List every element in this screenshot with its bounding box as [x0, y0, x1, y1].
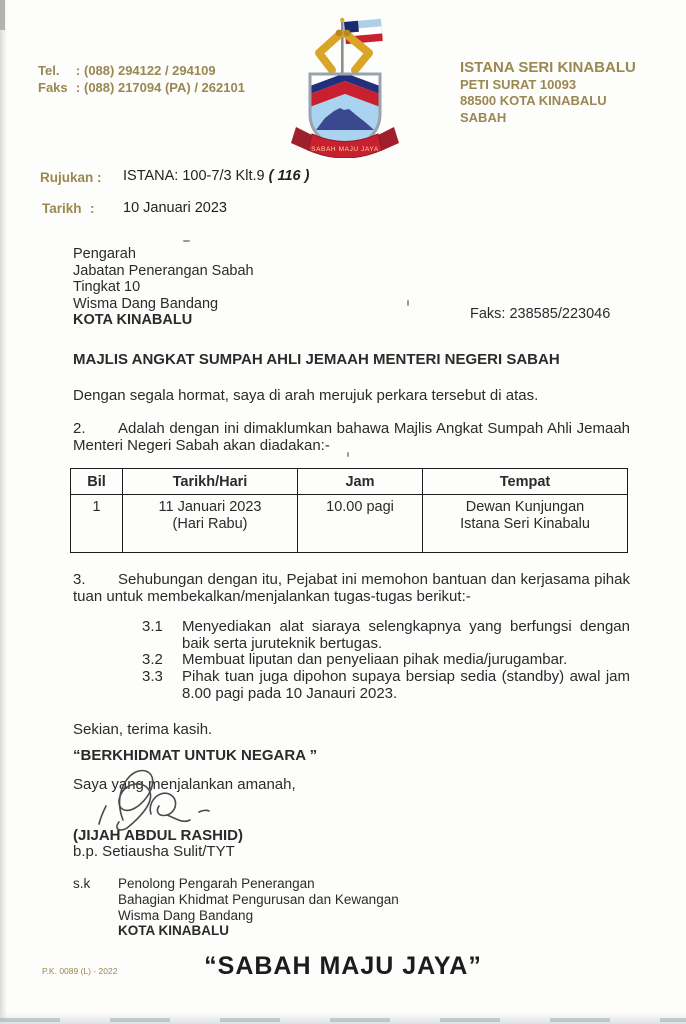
tarikh-value: 10 Januari 2023 [123, 200, 227, 216]
cc-city: KOTA KINABALU [118, 923, 229, 939]
org-block [460, 60, 636, 126]
recipient-line: Tingkat 10 [73, 279, 141, 296]
cc-label: s.k [73, 876, 91, 891]
scan-speck [183, 240, 190, 242]
tarikh-separator: : [90, 201, 95, 216]
cc-line: Penolong Pengarah Penerangan [118, 876, 315, 891]
paragraph-3-text: Sehubungan dengan itu, Pejabat ini memohon bantuan dan kerjasama pihak tuan untuk membekalkan/menjalankan tugas-tugas berikut:- [73, 571, 630, 606]
faks-row [38, 79, 245, 96]
subitem-3-2-text: Membuat liputan dan penyeliaan pihak media/jurugambar. [182, 651, 568, 668]
cc-line: Wisma Dang Bandang [118, 907, 254, 923]
cell-tarikh-line2: (Hari Rabu) [172, 516, 248, 532]
slogan-line: “BERKHIDMAT UNTUK NEGARA ” [73, 747, 318, 764]
org-address-line2: 88500 KOTA KINABALU [460, 93, 607, 108]
signatory-title: b.p. Setiausha Sulit/TYT [73, 843, 235, 860]
subitem-3-1 [142, 618, 630, 652]
contact-block [38, 62, 245, 96]
rujukan-label: Rujukan : [40, 170, 102, 185]
table-header-tempat: Tempat [423, 469, 628, 495]
cell-tarikh-line1: 11 Januari 2023 [158, 499, 262, 515]
rujukan-value [123, 168, 309, 184]
footer-motto: “SABAH MAJU JAYA” [204, 952, 482, 980]
rujukan-ref: ISTANA: 100-7/3 Klt.9 [123, 168, 269, 184]
tel-value: (088) 294122 / 294109 [84, 63, 216, 78]
paragraph-2-number: 2. [73, 420, 86, 437]
table-header-bil: Bil [71, 469, 123, 495]
sabah-crest-icon [270, 8, 420, 163]
recipient-line: Wisma Dang Bandang [73, 295, 219, 312]
cc-lines [118, 876, 399, 939]
faks-separator: : [75, 80, 81, 95]
org-address-line1: PETI SURAT 10093 [460, 76, 577, 92]
sign-off-line: Saya yang menjalankan amanah, [73, 776, 296, 793]
org-address-line3: SABAH [460, 109, 507, 125]
scan-bottom-smudge [0, 1018, 686, 1022]
subitem-3-3 [142, 668, 630, 702]
cell-tempat-line2: Istana Seri Kinabalu [460, 516, 590, 532]
crest-motto-text: SABAH MAJU JAYA [311, 146, 379, 153]
tarikh-label: Tarikh [42, 201, 82, 216]
faks-value: (088) 217094 (PA) / 262101 [84, 80, 245, 95]
paragraph-2 [73, 420, 630, 454]
meeting-table [70, 468, 628, 553]
subitem-3-1-number: 3.1 [142, 618, 163, 635]
table-row [71, 495, 628, 553]
table-header-jam: Jam [298, 469, 423, 495]
signatory-name: (JIJAH ABDUL RASHID) [73, 827, 244, 844]
cell-tarikh [123, 495, 298, 553]
scan-corner-mark [0, 0, 5, 30]
recipient-city: KOTA KINABALU [73, 312, 193, 329]
org-name: ISTANA SERI KINABALU [460, 59, 636, 76]
subitem-3-1-text: Menyediakan alat siaraya selengkapnya yang berfungsi dengan baik serta juruteknik bertugas. [182, 618, 630, 653]
salutation: Dengan segala hormat, saya di arah merujuk perkara tersebut di atas. [73, 387, 539, 404]
cc-block [73, 876, 399, 939]
faks-label: Faks [38, 80, 68, 95]
subitem-3-3-number: 3.3 [142, 668, 163, 685]
recipient-line: Pengarah [73, 246, 136, 262]
tel-separator: : [75, 63, 81, 78]
cell-tempat [423, 495, 628, 553]
paragraph-3-number: 3. [73, 571, 86, 588]
flag-pole [341, 21, 344, 73]
form-code: P.K. 0089 (L) - 2022 [42, 966, 118, 976]
closing-line: Sekian, terima kasih. [73, 721, 213, 738]
recipient-block [73, 246, 254, 329]
tel-row [38, 62, 245, 79]
subitem-3-3-text: Pihak tuan juga dipohon supaya bersiap sedia (standby) awal jam 8.00 pagi pada 10 Janauri 2023. [182, 668, 630, 703]
cc-line: Bahagian Khidmat Pengurusan dan Kewangan [118, 891, 399, 907]
subject-line: MAJLIS ANGKAT SUMPAH AHLI JEMAAH MENTERI NEGERI SABAH [73, 351, 560, 368]
table-header-tarikh: Tarikh/Hari [123, 469, 298, 495]
paragraph-3 [73, 571, 630, 605]
cell-jam: 10.00 pagi [298, 495, 423, 553]
rujukan-number: ( 116 ) [268, 168, 310, 184]
tel-label: Tel. [38, 63, 60, 78]
cell-tempat-line1: Dewan Kunjungan [465, 499, 585, 515]
scan-speck [407, 300, 409, 306]
recipient-line: Jabatan Penerangan Sabah [73, 262, 254, 279]
cell-bil: 1 [71, 495, 123, 553]
paragraph-2-text: Adalah dengan ini dimaklumkan bahawa Majlis Angkat Sumpah Ahli Jemaah Menteri Negeri Sabah akan diadakan:- [73, 420, 630, 455]
table-header-row [71, 469, 628, 495]
recipient-faks-note: Faks: 238585/223046 [470, 306, 611, 322]
subitem-3-2-number: 3.2 [142, 651, 163, 668]
subitem-3-2 [142, 651, 630, 668]
scan-edge-left [0, 0, 7, 1024]
